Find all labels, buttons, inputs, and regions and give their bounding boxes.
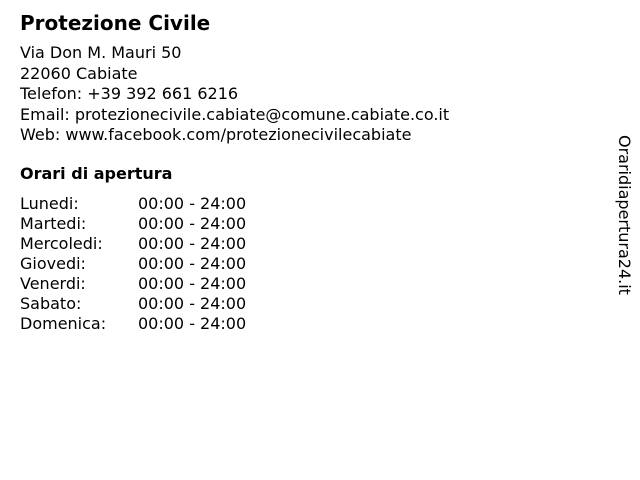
phone-number: Telefon: +39 392 661 6216 [20, 84, 239, 103]
time-range: 00:00 - 24:00 [138, 294, 247, 313]
address-block [20, 43, 449, 146]
time-range: 00:00 - 24:00 [138, 194, 247, 213]
email-address: Email: protezionecivile.cabiate@comune.cabiate.co.it [20, 104, 450, 124]
time-range: 00:00 - 24:00 [138, 254, 247, 273]
day-label: Martedi: [20, 214, 87, 233]
time-range: 00:00 - 24:00 [138, 234, 247, 253]
time-range: 00:00 - 24:00 [138, 274, 247, 293]
website-address: Web: www.facebook.com/protezionecivilecabiate [20, 125, 412, 144]
day-label: Giovedi: [20, 254, 86, 273]
opening-hours-heading: Orari di apertura [20, 164, 173, 183]
time-range: 00:00 - 24:00 [138, 214, 247, 233]
site-watermark: Oraridiapertura24.it [615, 135, 634, 295]
city-address: 22060 Cabiate [20, 63, 138, 83]
day-label: Venerdi: [20, 274, 86, 293]
day-label: Sabato: [20, 294, 82, 313]
day-label: Domenica: [20, 314, 107, 333]
street-address: Via Don M. Mauri 50 [20, 43, 182, 62]
page-title: Protezione Civile [20, 11, 211, 35]
day-label: Mercoledi: [20, 234, 103, 253]
day-label: Lunedi: [20, 194, 79, 213]
time-range: 00:00 - 24:00 [138, 314, 247, 333]
